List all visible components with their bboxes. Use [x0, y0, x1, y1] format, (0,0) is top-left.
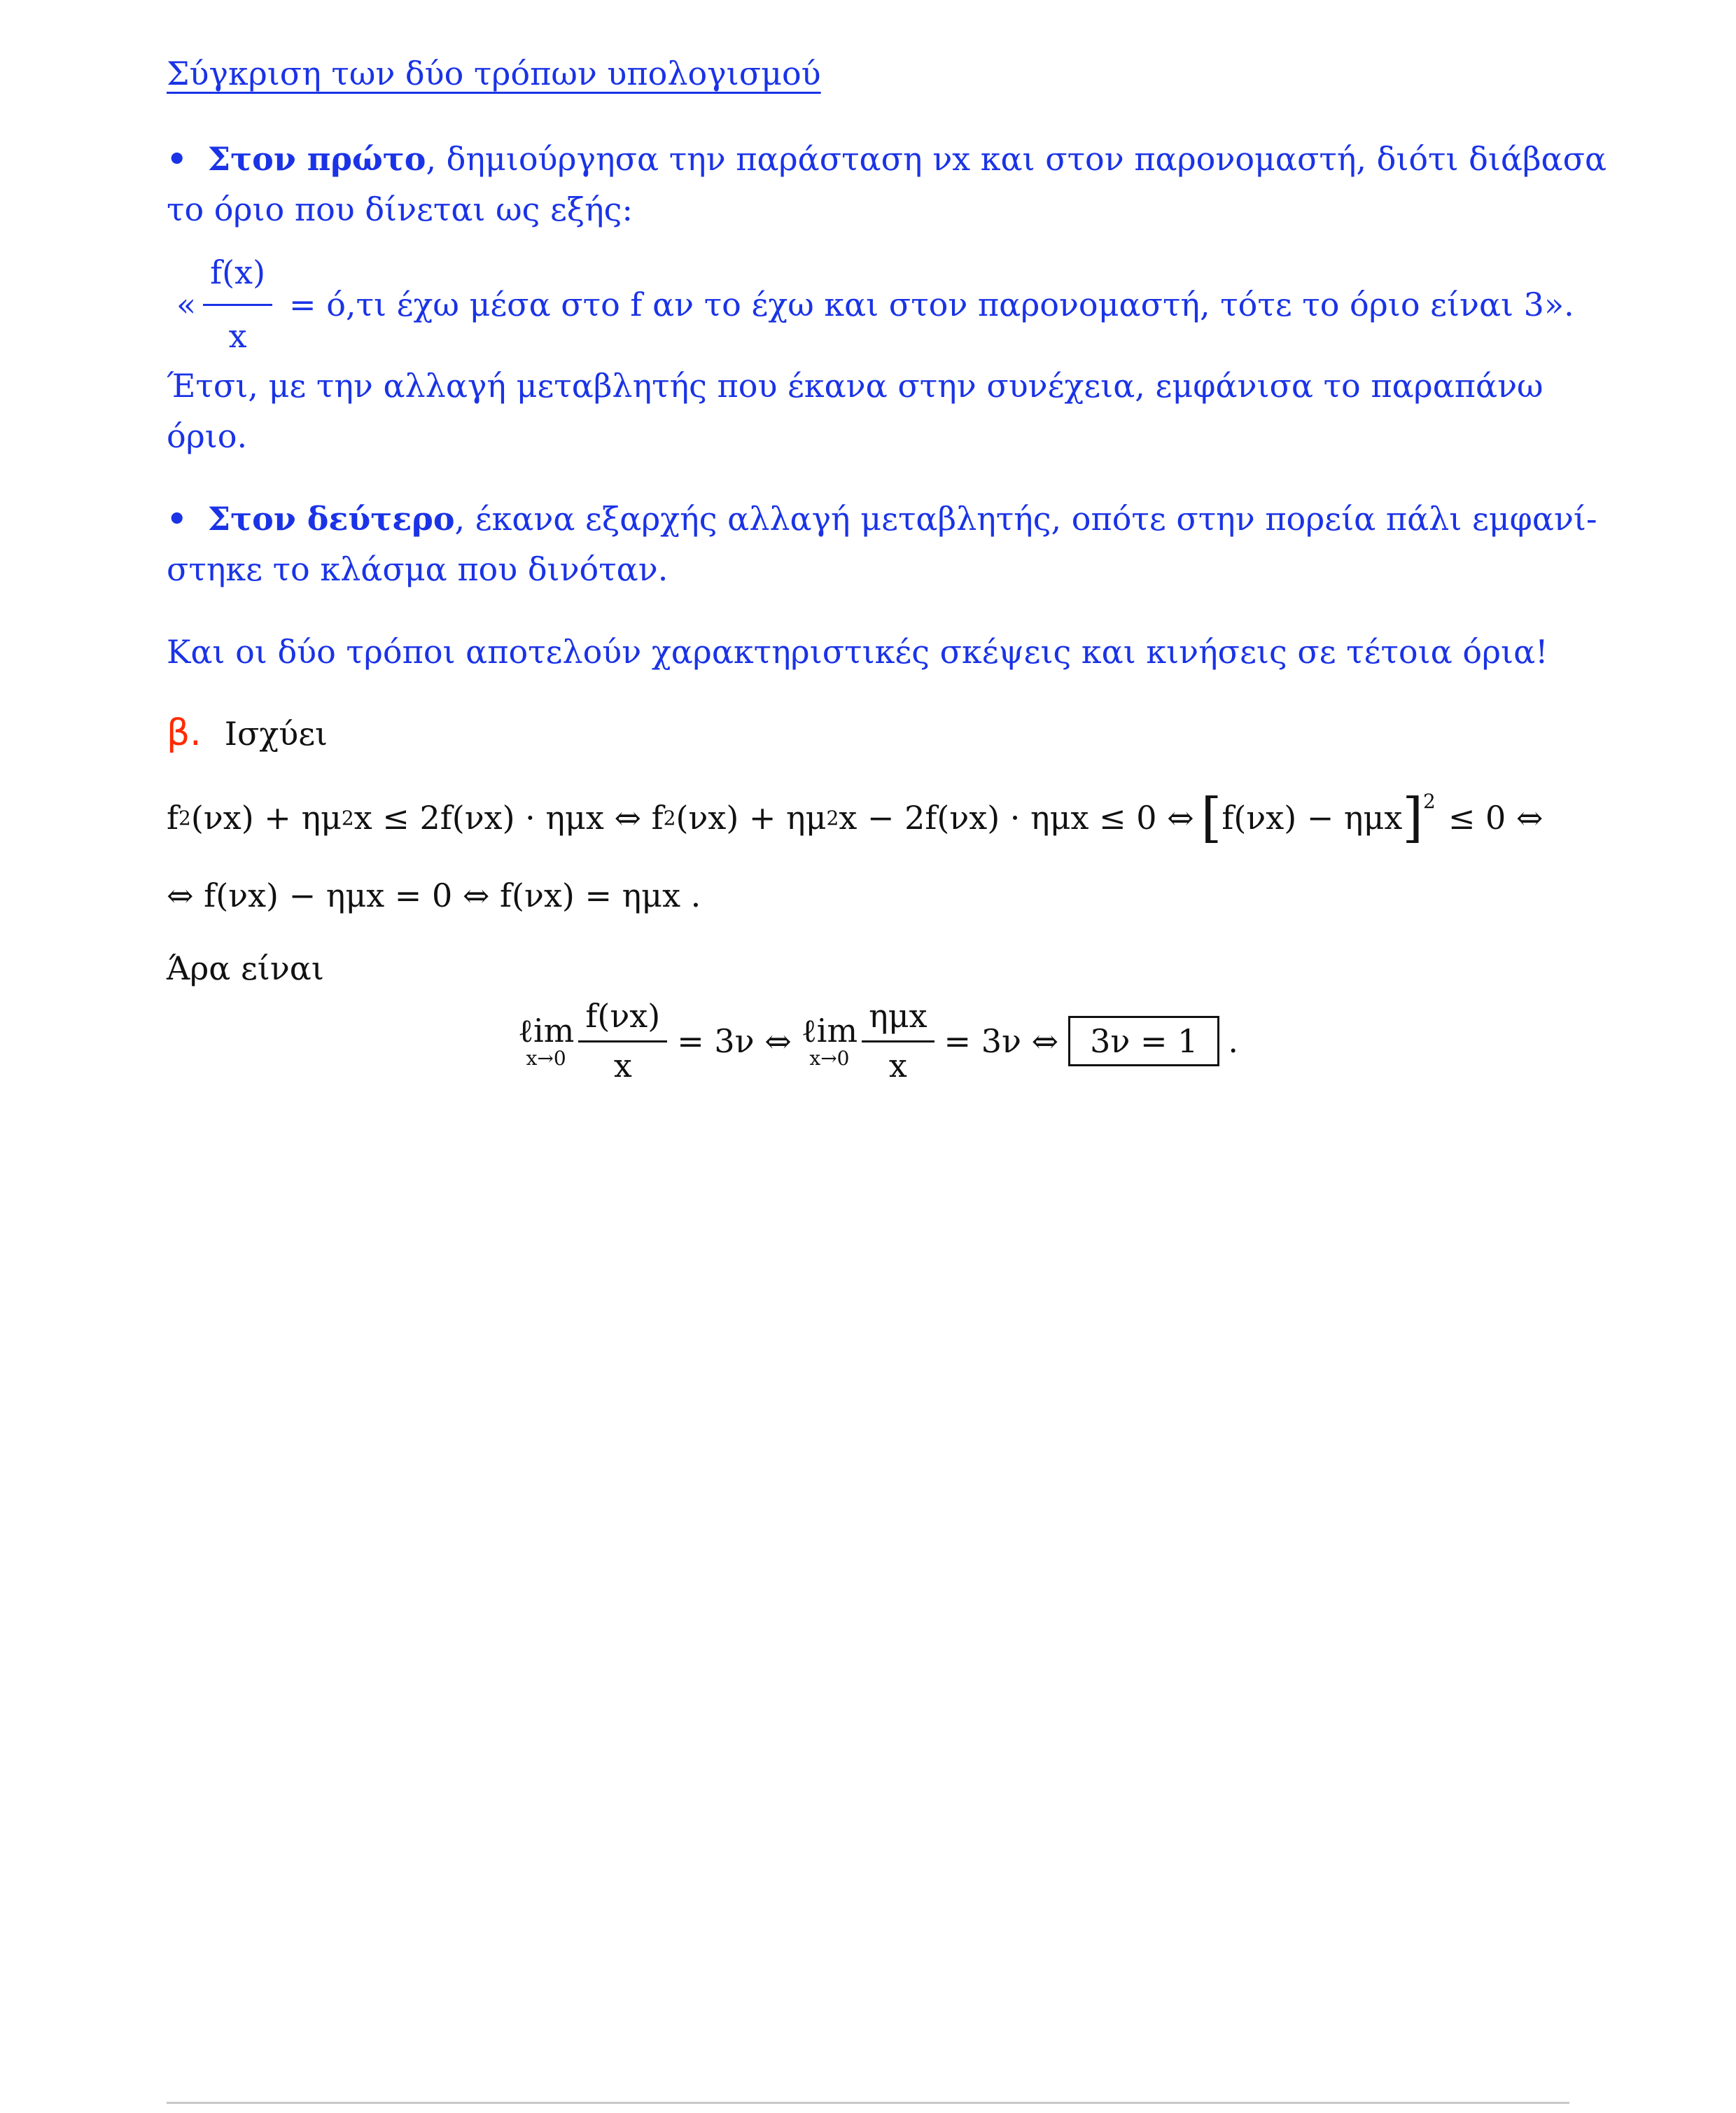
fraction-2: [862, 997, 934, 1085]
fraction-2-numerator: ημx: [862, 997, 934, 1042]
quote-open: «: [176, 285, 197, 323]
boxed-result: 3ν = 1: [1068, 1016, 1219, 1066]
lim-text: ℓim: [801, 1012, 858, 1049]
equation-mid-2: = 3ν ⇔: [944, 1021, 1059, 1060]
quote-fraction: [203, 246, 272, 362]
equation-2: ⇔ f(νx) − ημx = 0 ⇔ f(νx) = ημx .: [167, 877, 701, 914]
eq1-part: (νx) + ημ: [676, 799, 827, 837]
eq1-part: f: [167, 799, 179, 837]
bullet-dot: •: [167, 500, 188, 538]
eq1-bracket-inner: f(νx) − ημx: [1222, 799, 1403, 837]
quote-line: [176, 246, 1574, 362]
eq1-sup: 2: [178, 806, 191, 830]
final-equation: [518, 997, 1238, 1085]
lim-text: ℓim: [518, 1012, 575, 1049]
lim-subscript: x→0: [526, 1047, 566, 1070]
equation-end: .: [1228, 1021, 1239, 1060]
bullet1-text: , δημιούργησα την παράσταση νx και στον παρονομαστή, διότι διάβασα: [426, 140, 1607, 178]
eq1-sup: 2: [663, 806, 676, 830]
part-b-label: β.: [167, 712, 202, 754]
ara-einai: Άρα είναι: [167, 949, 324, 987]
limit-1: [518, 1012, 574, 1070]
eq1-part: ≤ 0 ⇔: [1448, 799, 1544, 837]
quote-numerator: f(x): [203, 246, 272, 306]
bullet1-line2: το όριο που δίνεται ως εξής:: [167, 190, 633, 228]
limit-2: [802, 1012, 858, 1070]
bullet2-line2: στηκε το κλάσμα που δινόταν.: [167, 550, 668, 588]
para1-line2: όριο.: [167, 417, 248, 455]
footer-divider: [167, 2102, 1569, 2104]
part-b-heading: [167, 707, 328, 760]
bullet-dot: •: [167, 140, 188, 178]
para1-line1: Έτσι, με την αλλαγή μεταβλητής που έκανα στην συνέχεια, εμφάνισα το παραπάνω: [167, 367, 1544, 405]
quote-denominator: x: [228, 317, 247, 355]
eq1-part: (νx) + ημ: [190, 799, 342, 837]
fraction-1: [578, 997, 667, 1085]
bullet2-line1: [167, 493, 1597, 545]
eq1-part: x − 2f(νx) · ημx ≤ 0 ⇔: [839, 799, 1194, 837]
right-bracket: ]: [1402, 786, 1423, 849]
quote-rest: = ό,τι έχω μέσα στο f αν το έχω και στον παρονομαστή, τότε το όριο είναι 3».: [289, 285, 1574, 323]
eq1-part: x ≤ 2f(νx) · ημx ⇔ f: [354, 799, 664, 837]
equation-1: [167, 786, 1544, 849]
fraction-1-denominator: x: [613, 1047, 632, 1085]
section-title: Σύγκριση των δύο τρόπων υπολογισμού: [167, 55, 821, 92]
eq1-sup: 2: [826, 806, 839, 830]
bullet1-line1: [167, 133, 1606, 185]
equation-mid-1: = 3ν ⇔: [677, 1021, 792, 1060]
bullet2-text: , έκανα εξαρχής αλλαγή μεταβλητής, οπότε στην πορεία πάλι εμφανί-: [454, 500, 1597, 538]
eq1-bracket-sup: 2: [1422, 790, 1436, 813]
para2: Και οι δύο τρόποι αποτελούν χαρακτηριστικές σκέψεις και κινήσεις σε τέτοια όρια!: [167, 633, 1548, 671]
left-bracket: [: [1200, 786, 1222, 849]
bullet1-bold: Στον πρώτο: [207, 140, 426, 178]
part-b-intro: Ισχύει: [224, 715, 328, 753]
bullet2-bold: Στον δεύτερο: [207, 500, 455, 538]
fraction-2-denominator: x: [888, 1047, 907, 1085]
fraction-1-numerator: f(νx): [578, 997, 667, 1042]
eq1-sup: 2: [341, 806, 354, 830]
lim-subscript: x→0: [809, 1047, 850, 1070]
